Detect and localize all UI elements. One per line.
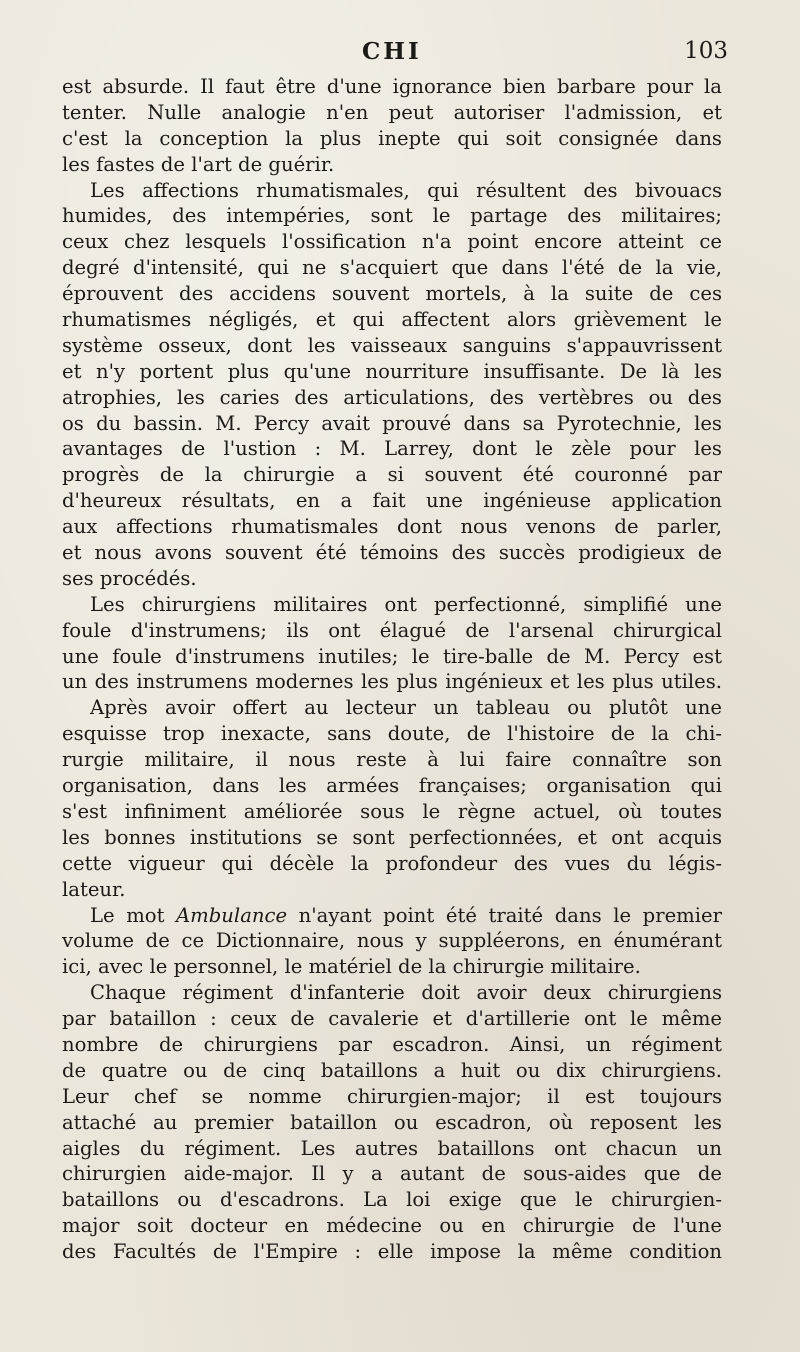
- text-line: Les affections rhumatismales, qui résultent des bivouacs: [90, 178, 722, 202]
- text-line: système osseux, dont les vaisseaux sanguins s'appauvrissent: [62, 333, 722, 357]
- text-line: est absurde. Il faut être d'une ignorance bien barbare pour la: [62, 75, 722, 98]
- text-line: par bataillon : ceux de cavalerie et d'artillerie ont le même: [62, 1007, 722, 1031]
- text-line: humides, des intempéries, sont le partage des militaires;: [62, 204, 722, 228]
- text-line: ses procédés.: [62, 566, 197, 590]
- text-line: c'est la conception la plus inepte qui soit consignée dans: [62, 126, 722, 150]
- text-line: Chaque régiment d'infanterie doit avoir deux chirurgiens: [90, 981, 722, 1005]
- text-line: de quatre ou de cinq bataillons a huit ou dix chirurgiens.: [62, 1058, 722, 1082]
- text-line: un des instrumens modernes les plus ingénieux et les plus utiles.: [62, 670, 722, 694]
- page-number: 103: [684, 38, 728, 64]
- text-line: nombre de chirurgiens par escadron. Ainsi, un régiment: [62, 1032, 722, 1056]
- text-line: attaché au premier bataillon ou escadron, où reposent les: [62, 1110, 722, 1134]
- text-line: les fastes de l'art de guérir.: [62, 152, 335, 176]
- text-line: atrophies, les caries des articulations, des vertèbres ou des: [62, 385, 722, 409]
- text-line: lateur.: [62, 877, 126, 901]
- text-line: tenter. Nulle analogie n'en peut autoriser l'admission, et: [62, 100, 722, 124]
- text-line: os du bassin. M. Percy avait prouvé dans sa Pyrotechnie, les: [62, 411, 722, 435]
- text-line: et n'y portent plus qu'une nourriture insuffisante. De là les: [62, 359, 722, 383]
- body-text: [62, 74, 722, 1265]
- text-line: esquisse trop inexacte, sans doute, de l'histoire de la chi-: [62, 722, 722, 746]
- text-line: s'est infiniment améliorée sous le règne actuel, où toutes: [62, 799, 722, 823]
- text-line: cette vigueur qui décèle la profondeur des vues du légis-: [62, 851, 722, 875]
- text-line: aigles du régiment. Les autres bataillons ont chacun un: [62, 1136, 722, 1160]
- running-head-title: CHI: [362, 38, 422, 65]
- text-line: foule d'instrumens; ils ont élagué de l'arsenal chirurgical: [62, 618, 722, 642]
- text-line: des Facultés de l'Empire : elle impose la même condition: [62, 1240, 722, 1264]
- text-line: major soit docteur en médecine ou en chirurgie de l'une: [62, 1214, 722, 1238]
- text-line: rhumatismes négligés, et qui affectent alors grièvement le: [62, 308, 722, 332]
- text-line: et nous avons souvent été témoins des succès prodigieux de: [62, 541, 722, 565]
- text-line: degré d'intensité, qui ne s'acquiert que dans l'été de la vie,: [62, 256, 722, 280]
- text-line: Leur chef se nomme chirurgien-major; il est toujours: [62, 1084, 722, 1108]
- text-line: d'heureux résultats, en a fait une ingénieuse application: [62, 489, 722, 513]
- text-line: volume de ce Dictionnaire, nous y suppléerons, en énumérant: [62, 929, 722, 953]
- text-line: éprouvent des accidens souvent mortels, à la suite de ces: [62, 282, 722, 306]
- text-line: les bonnes institutions se sont perfectionnées, et ont acquis: [62, 825, 722, 849]
- text-line: Le mot Ambulance n'ayant point été traité dans le premier: [90, 903, 722, 927]
- italic-term: Ambulance: [176, 903, 288, 927]
- text-line: progrès de la chirurgie a si souvent été couronné par: [62, 463, 722, 487]
- running-head: [62, 38, 728, 68]
- text-line: ici, avec le personnel, le matériel de la chirurgie militaire.: [62, 955, 641, 979]
- text-line: Après avoir offert au lecteur un tableau ou plutôt une: [90, 696, 722, 720]
- text-line: rurgie militaire, il nous reste à lui faire connaître son: [62, 748, 722, 772]
- text-line: Les chirurgiens militaires ont perfectionné, simplifié une: [90, 592, 722, 616]
- text-line: chirurgien aide-major. Il y a autant de sous-aides que de: [62, 1162, 722, 1186]
- text-line: avantages de l'ustion : M. Larrey, dont le zèle pour les: [62, 437, 722, 461]
- text-line: aux affections rhumatismales dont nous venons de parler,: [62, 515, 722, 539]
- text-line: organisation, dans les armées françaises; organisation qui: [62, 774, 722, 798]
- text-line: ceux chez lesquels l'ossification n'a point encore atteint ce: [62, 230, 722, 254]
- text-line: bataillons ou d'escadrons. La loi exige que le chirurgien-: [62, 1188, 722, 1212]
- text-line: une foule d'instrumens inutiles; le tire-balle de M. Percy est: [62, 644, 722, 668]
